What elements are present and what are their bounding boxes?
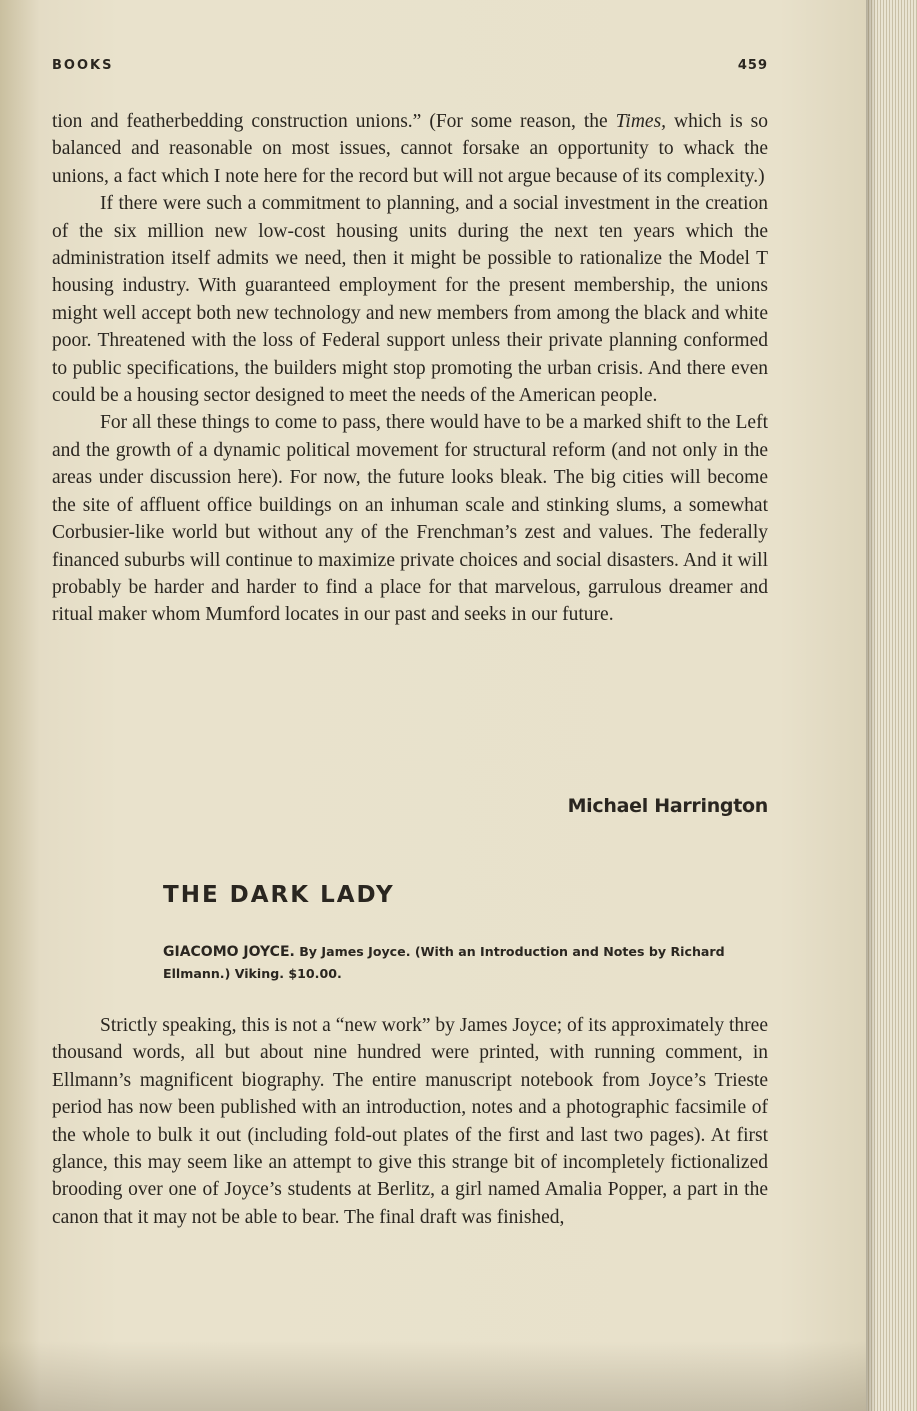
running-head bbox=[52, 58, 768, 73]
section-title: BOOKS bbox=[52, 58, 114, 73]
page-shadow bbox=[0, 1341, 866, 1411]
body-text-1 bbox=[52, 108, 768, 629]
book-details: By James Joyce. (With an Introduction and Notes by Richard Ellmann.) Viking. $10.00. bbox=[163, 944, 725, 981]
paragraph-4: Strictly speaking, this is not a “new work” by James Joyce; of its approximately three thousand words, all but about nine hundred were printed, with running comment, in Ellmann’s magnificent biography. The entire manuscript notebook from Joyce’s Trieste period has now been published with an introduction, notes and a photographic facsimile of the whole to bulk it out (including fold-out plates of the first and last two pages). At first glance, this may seem like an attempt to give this strange bit of incompletely fictionalized brooding over one of Joyce’s students at Berlitz, a girl named Amalia Popper, a part in the canon that it may not be able to bear. The final draft was finished, bbox=[52, 1015, 768, 1228]
author-signature: Michael Harrington bbox=[567, 795, 768, 817]
italic-times: Times, bbox=[615, 111, 667, 132]
page-edge bbox=[866, 0, 917, 1411]
review-title: THE DARK LADY bbox=[163, 882, 395, 908]
page-number: 459 bbox=[737, 58, 768, 73]
paragraph-2: If there were such a commitment to planning, and a social investment in the creation of the six million new low-cost housing units during the next ten years which the administration itself admits we need, then it might be possible to rationalize the Model T housing industry. With guaranteed employment for the present membership, the unions might well accept both new technology and new members from among the black and white poor. Threatened with the loss of Federal support unless their private planning conformed to public specifications, the builders might stop promoting the urban crisis. And there even could be a housing sector designed to meet the needs of the American people. bbox=[52, 193, 768, 407]
book-info bbox=[163, 941, 768, 984]
paragraph-3: For all these things to come to pass, there would have to be a marked shift to the Left and the growth of a dynamic political movement for structural reform (and not only in the areas under discussion here). For now, the future looks bleak. The big cities will become the site of affluent office buildings on an inhuman scale and stinking slums, a somewhat Corbusier-like world but without any of the Frenchman’s zest and values. The federally financed suburbs will continue to maximize private choices and social disasters. And it will probably be harder and harder to find a place for that marvelous, garrulous dreamer and ritual maker whom Mumford locates in our past and seeks in our future. bbox=[52, 412, 768, 626]
body-text-2 bbox=[52, 1012, 768, 1231]
paragraph-1: tion and featherbedding construction unions.” (For some reason, the Times, which is so balanced and reasonable on most issues, cannot forsake an opportunity to whack the unions, a fact which I note here for the record but will not argue because of its complexity.) bbox=[52, 111, 769, 187]
book-title: GIACOMO JOYCE. bbox=[163, 944, 295, 960]
